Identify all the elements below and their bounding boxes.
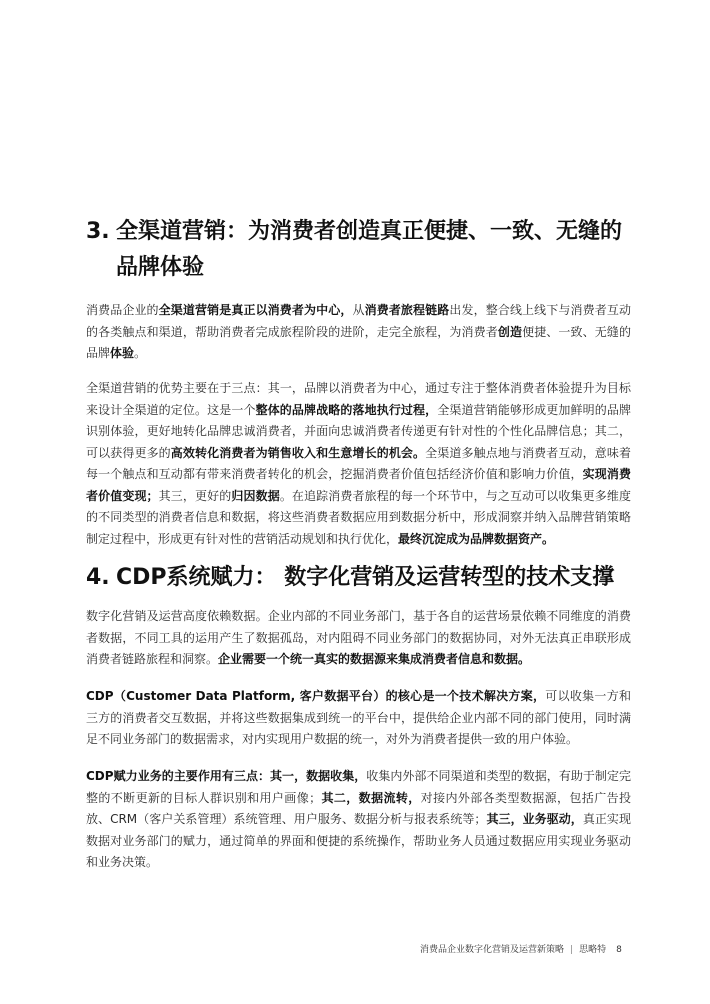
p5-text-b: 收集内外部不同渠道和类型的数据，有助于制定完整的不断更新的目标人群识别和用户画像； <box>86 769 631 805</box>
paragraph-2 <box>86 378 631 550</box>
p2-bold-f: 实现消费者价值变现； <box>86 467 631 503</box>
p1-text-i: 。 <box>134 346 147 360</box>
p4-bold-a: CDP（Customer Data Platform, 客户数据平台）的核心是一个技术解决方案， <box>86 689 546 703</box>
p2-bold-b: 整体的品牌战略的落地执行过程， <box>255 402 438 417</box>
p5-bold-e: 其三，业务驱动， <box>486 812 583 826</box>
paragraph-5 <box>86 766 631 874</box>
section-4-title: CDP系统赋力： 数字化营销及运营转型的技术支撑 <box>116 565 615 590</box>
p1-text-a: 消费品企业的 <box>86 303 159 317</box>
section-3-number: 3. <box>86 219 110 244</box>
paragraph-3 <box>86 606 631 671</box>
p2-bold-d: 高效转化消费者为销售收入和生意增长的机会。 <box>170 445 426 460</box>
p2-bold-h: 归因数据 <box>231 488 280 503</box>
section-3-heading <box>86 214 646 286</box>
p1-bold-b: 全渠道营销是真正以消费者为中心， <box>158 303 353 317</box>
p1-bold-h: 体验 <box>110 346 135 360</box>
footer-doc-title: 消费品企业数字化营销及运营新策略 <box>420 945 565 955</box>
p2-text-g: 其三，更好的 <box>158 488 232 503</box>
p5-text-d: 对接内外部各类型数据源，包括广告投放、CRM（客户关系管理）系统管理、用户服务、数据分析与报表系统等； <box>86 790 631 826</box>
p4-text-b: 可以收集一方和三方的消费者交互数据，并将这些数据集成到统一的平台中，提供给企业内部不同的部门使用，同时满足不同业务部门的数据需求，对内实现用户数据的统一，对外为消费者提供一致的用户体验。 <box>86 689 631 746</box>
p1-bold-d: 消费者旅程链路 <box>364 303 450 317</box>
page-number: 8 <box>616 945 622 955</box>
p5-text-f: 真正实现数据对业务部门的赋力，通过简单的界面和便捷的系统操作，帮助业务人员通过数据应用实现业务驱动和业务决策。 <box>86 812 631 869</box>
footer-separator: | <box>570 945 574 955</box>
p3-text-a: 数字化营销及运营高度依赖数据。企业内部的不同业务部门，基于各自的运营场景依赖不同维度的消费者数据，不同工具的运用产生了数据孤岛，对内阻碍不同业务部门的数据协同，对外无法真正串联形成消费者链路旅程和洞察。 <box>86 609 631 666</box>
p5-bold-c: 其二，数据流转， <box>321 790 421 805</box>
p5-bold-a: CDP赋力业务的主要作用有三点：其一，数据收集， <box>86 769 367 783</box>
footer-brand: 思略特 <box>579 945 607 955</box>
p2-text-e: 全渠道多触点地与消费者互动，意味着每一个触点和互动都有带来消费者转化的机会，挖掘消费者价值包括经济价值和影响力价值， <box>86 445 631 481</box>
p1-text-c: 从 <box>352 303 365 317</box>
p1-text-e: 出发，整合线上线下与消费者互动的各类触点和渠道，帮助消费者完成旅程阶段的进阶，走完全旅程，为消费者 <box>86 303 631 339</box>
p2-text-a: 全渠道营销的优势主要在于三点：其一，品牌以消费者为中心，通过专注于整体消费者体验提升为目标来设计全渠道的定位。这是一个 <box>86 381 631 417</box>
p2-text-c: 全渠道营销能够形成更加鲜明的品牌识别体验，更好地转化品牌忠诚消费者，并面向忠诚消费者传递更有针对性的个性化品牌信息；其二，可以获得更多的 <box>86 402 631 460</box>
p2-text-i: 。在追踪消费者旅程的每一个环节中，与之互动可以收集更多维度的不同类型的消费者信息和数据，将这些消费者数据应用到数据分析中，形成洞察并纳入品牌营销策略制定过程中，形成更有针对性的营销活动规划和执行优化， <box>86 488 631 546</box>
section-4-heading <box>86 560 646 596</box>
page-footer <box>420 942 630 955</box>
p3-bold-b: 企业需要一个统一真实的数据源来集成消费者信息和数据。 <box>218 652 531 666</box>
section-3-title-line2: 品牌体验 <box>116 255 205 280</box>
section-3-title-line1: 全渠道营销：为消费者创造真正便捷、一致、无缝的 <box>116 219 623 244</box>
p1-text-g: 便捷、一致、无缝的品牌 <box>86 324 631 360</box>
paragraph-4 <box>86 686 631 751</box>
p1-bold-f: 创造 <box>497 324 523 339</box>
section-4-number: 4. <box>86 565 110 590</box>
paragraph-1 <box>86 300 631 365</box>
p2-bold-j: 最终沉淀成为品牌数据资产。 <box>398 531 555 546</box>
